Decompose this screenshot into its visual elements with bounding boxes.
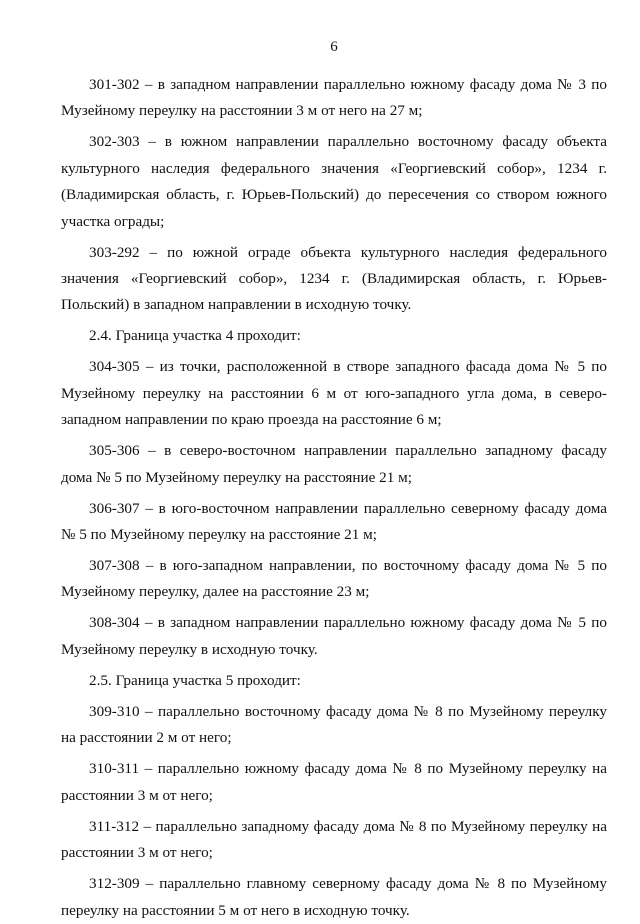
paragraph-305-306: 305-306 – в северо-восточном направлении параллельно западному фасаду дома № 5 по Музейному переулку на расстояние 21 м;	[61, 442, 607, 486]
paragraph-304-305: 304-305 – из точки, расположенной в створе западного фасада дома № 5 по Музейному переулку на расстоянии 6 м от юго-западного угла дома, в северо-западном направлении по краю проезда на расстояние 6 м;	[61, 358, 607, 429]
paragraph-303-292: 303-292 – по южной ограде объекта культурного наследия федерального значения «Георгиевский собор», 1234 г. (Владимирская область, г. Юрьев-Польский) в западном направлении в исходную точку.	[61, 243, 607, 314]
section-heading-2-4: 2.4. Граница участка 4 проходит:	[89, 327, 301, 345]
paragraph-307-308: 307-308 – в юго-западном направлении, по восточному фасаду дома № 5 по Музейному переулку, далее на расстояние 23 м;	[61, 557, 607, 601]
paragraph-311-312: 311-312 – параллельно западному фасаду дома № 8 по Музейному переулку на расстоянии 3 м от него;	[61, 817, 607, 862]
paragraph-302-303: 302-303 – в южном направлении параллельно восточному фасаду объекта культурного наследия федерального значения «Георгиевский собор», 1234 г. (Владимирская область, г. Юрьев-Польский) до пересечения со створом южного участка ограды;	[61, 133, 607, 230]
paragraph-306-307: 306-307 – в юго-восточном направлении параллельно северному фасаду дома № 5 по Музейному переулку на расстояние 21 м;	[61, 499, 607, 544]
page-number: 6	[330, 39, 338, 55]
paragraph-309-310: 309-310 – параллельно восточному фасаду дома № 8 по Музейному переулку на расстоянии 2 м от него;	[61, 702, 607, 747]
paragraph-312-309: 312-309 – параллельно главному северному фасаду дома № 8 по Музейному переулку на расстоянии 5 м от него в исходную точку.	[61, 875, 607, 919]
section-heading-2-5: 2.5. Граница участка 5 проходит:	[89, 671, 301, 689]
paragraph-310-311: 310-311 – параллельно южному фасаду дома № 8 по Музейному переулку на расстоянии 3 м от него;	[61, 760, 607, 804]
paragraph-301-302: 301-302 – в западном направлении параллельно южному фасаду дома № 3 по Музейному переулку на расстоянии 3 м от него на 27 м;	[61, 76, 607, 120]
paragraph-308-304: 308-304 – в западном направлении параллельно южному фасаду дома № 5 по Музейному переулку в исходную точку.	[61, 614, 607, 658]
